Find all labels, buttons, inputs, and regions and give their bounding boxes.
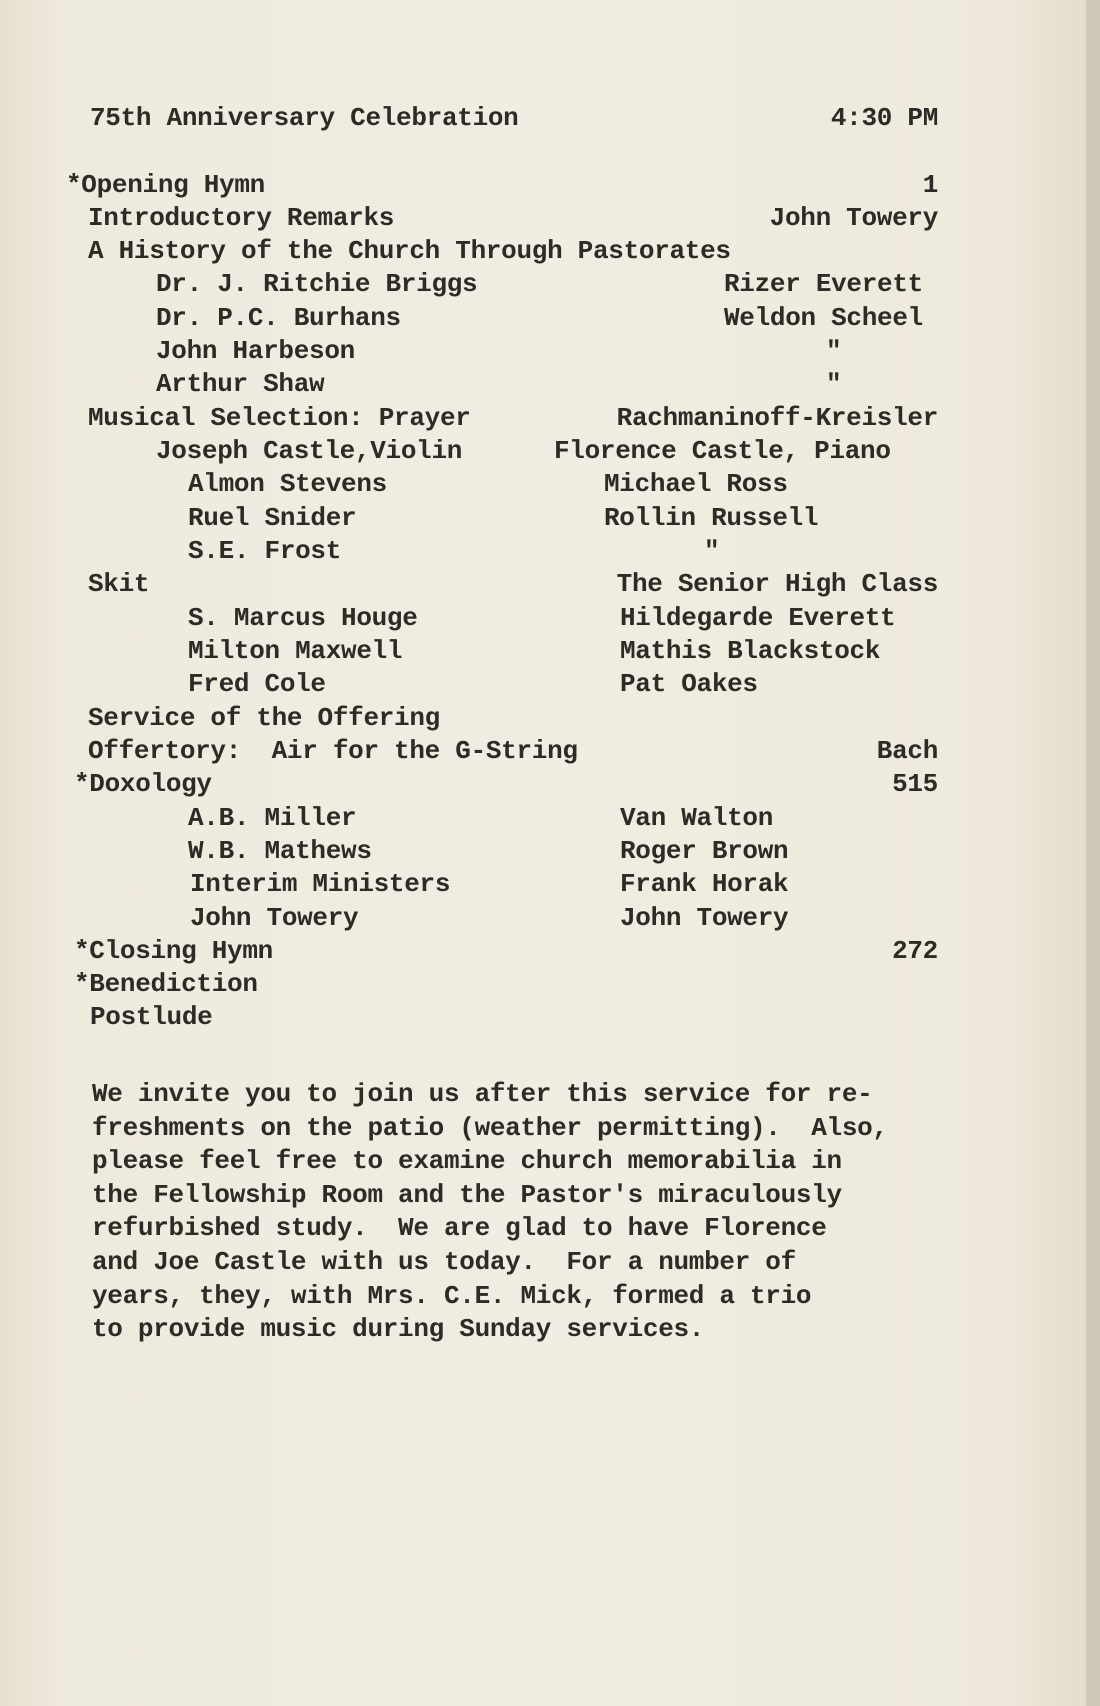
speaker-name: Pat Oakes	[620, 669, 758, 699]
program-item: *Benediction	[74, 969, 258, 999]
program-detail: 1	[922, 170, 938, 200]
program-item: Musical Selection: Prayer	[88, 403, 471, 433]
paragraph-line: refurbished study. We are glad to have Florence	[92, 1213, 827, 1244]
composer-name: Bach	[876, 736, 938, 766]
paragraph-line: please feel free to examine church memorabilia in	[92, 1146, 842, 1177]
speaker-name: Rizer Everett	[724, 269, 923, 299]
hymn-number: 272	[892, 936, 938, 966]
program-item: *Closing Hymn	[74, 936, 273, 966]
ditto-mark: "	[704, 536, 720, 566]
hymn-number: 515	[892, 769, 938, 799]
pastor-name: Arthur Shaw	[156, 369, 325, 399]
program-detail: John Towery	[769, 203, 938, 233]
speaker-name: Roger Brown	[620, 836, 789, 866]
program-item: Postlude	[90, 1002, 213, 1032]
program-item: *Opening Hymn	[66, 170, 265, 200]
program-item: Service of the Offering	[88, 703, 440, 733]
pastor-name: Fred Cole	[188, 669, 326, 699]
speaker-name: Weldon Scheel	[724, 303, 923, 333]
paragraph-line: the Fellowship Room and the Pastor's miraculously	[92, 1179, 842, 1210]
pastor-name: S.E. Frost	[188, 536, 342, 566]
paragraph-line: years, they, with Mrs. C.E. Mick, formed a trio	[92, 1280, 812, 1311]
composer-name: Rachmaninoff-Kreisler	[616, 403, 938, 433]
program-item: A History of the Church Through Pastorates	[88, 236, 731, 266]
pastor-name: Ruel Snider	[188, 503, 357, 533]
program-item: Skit	[88, 569, 150, 599]
pastor-name: Interim Ministers	[190, 869, 451, 899]
pastor-name: A.B. Miller	[188, 803, 357, 833]
pastor-name: W.B. Mathews	[188, 836, 372, 866]
speaker-name: Hildegarde Everett	[620, 603, 896, 633]
program-detail: The Senior High Class	[616, 569, 938, 599]
speaker-name: Rollin Russell	[604, 503, 819, 533]
paragraph-line: freshments on the patio (weather permitting). Also,	[92, 1112, 888, 1143]
paragraph-line: and Joe Castle with us today. For a number of	[92, 1246, 796, 1277]
program-item: *Doxology	[74, 769, 212, 799]
pastor-name: John Towery	[190, 903, 359, 933]
pastor-name: S. Marcus Houge	[188, 603, 418, 633]
closing-paragraph	[92, 1078, 962, 1347]
event-time: 4:30 PM	[830, 103, 938, 133]
program-item: Offertory: Air for the G-String	[88, 736, 578, 766]
speaker-name: John Towery	[620, 903, 789, 933]
performer-name: Florence Castle, Piano	[554, 436, 891, 466]
pastor-name: Dr. P.C. Burhans	[156, 303, 401, 333]
paragraph-line: to provide music during Sunday services.	[92, 1314, 705, 1345]
performer-name: Joseph Castle,Violin	[156, 436, 463, 466]
speaker-name: Mathis Blackstock	[620, 636, 881, 666]
speaker-name: Michael Ross	[604, 469, 788, 499]
page-edge	[1086, 0, 1100, 1706]
program-item: Introductory Remarks	[88, 203, 395, 233]
pastor-name: John Harbeson	[156, 336, 355, 366]
pastor-name: Milton Maxwell	[188, 636, 403, 666]
pastor-name: Dr. J. Ritchie Briggs	[156, 269, 478, 299]
paragraph-line: We invite you to join us after this service for re-	[92, 1079, 873, 1109]
speaker-name: Van Walton	[620, 803, 774, 833]
ditto-mark: "	[826, 336, 842, 366]
speaker-name: Frank Horak	[620, 869, 789, 899]
ditto-mark: "	[826, 369, 842, 399]
pastor-name: Almon Stevens	[188, 469, 387, 499]
document-title: 75th Anniversary Celebration	[90, 103, 519, 133]
